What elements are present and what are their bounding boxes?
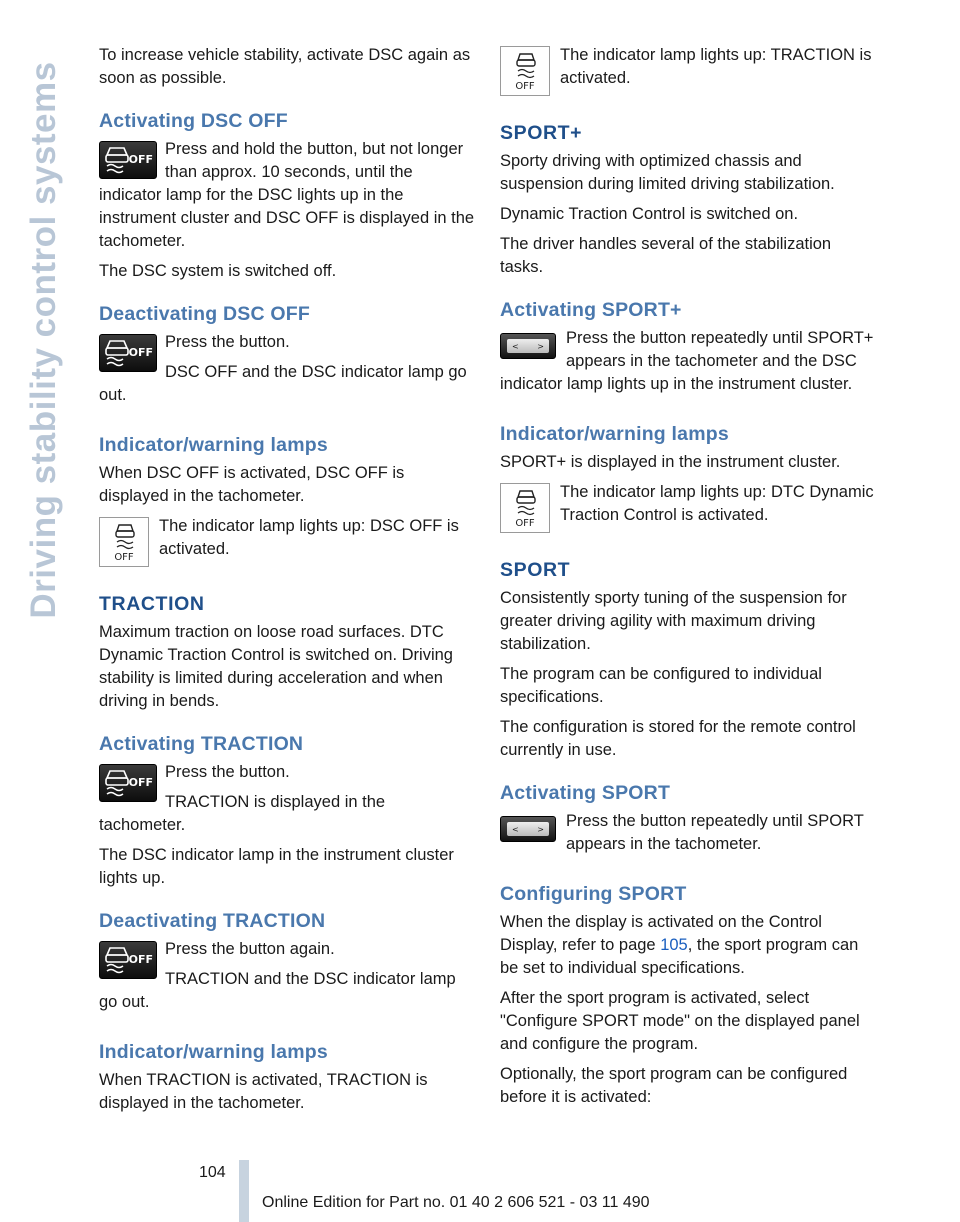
lamp-icon-label: OFF [114,552,134,563]
dsc-off-lamp-icon [99,517,149,567]
configuring-sport-text-after: , the sport program can be set to individual specifications. [500,936,859,977]
heading-indicator-lamps-1: Indicator/warning lamps [99,434,328,456]
activating-sport-block [500,810,876,863]
indicator-2-text: When TRACTION is activated, TRACTION is displayed in the tachometer. [99,1071,428,1112]
side-chapter-title-text: Driving stability control systems [24,61,63,619]
switch-right-arrow: > [537,824,544,834]
indicator-1-lamp-block [99,515,475,571]
page-number: 104 [199,1164,226,1181]
deactivating-dsc-off-text: Press the button. [165,333,290,351]
activating-dsc-off-text: Press and hold the button, but not longer than approx. 10 seconds, until the indicator lamp for the DSC lights up in the instrument cluster and DSC OFF is displayed in the tachometer. [99,140,475,250]
right-column [500,44,876,1116]
activating-sport-plus-text: Press the button repeatedly until SPORT+ appears in the tachometer and the DSC indicator lamp lights up in the instrument cluster. [500,329,874,393]
heading-sport: SPORT [500,559,571,581]
traction-lamp-text: The indicator lamp lights up: TRACTION is activated. [560,46,872,87]
dsc-button-icon [99,334,157,372]
activating-traction-block [99,761,475,844]
button-icon-label: OFF [128,953,153,966]
heading-activating-sport-plus: Activating SPORT+ [500,299,682,321]
switch-left-arrow: < [512,824,519,834]
deactivating-traction-text: Press the button again. [165,940,335,958]
sport-plus-text: Sporty driving with optimized chassis and suspension during limited driving stabilization. [500,152,835,193]
sport-plus-text3: The driver handles several of the stabilization tasks. [500,235,832,276]
left-column [99,44,475,1122]
intro-paragraph: To increase vehicle stability, activate DSC again as soon as possible. [99,46,471,87]
driving-dynamics-switch-icon [500,333,556,359]
sport-plus-text2: Dynamic Traction Control is switched on. [500,205,799,223]
switch-right-arrow: > [537,341,544,351]
activating-dsc-off-block [99,138,475,260]
deactivating-dsc-off-text2: DSC OFF and the DSC indicator lamp go out. [99,363,467,404]
dsc-switched-off-text: The DSC system is switched off. [99,262,337,280]
indicator-3-text: SPORT+ is displayed in the instrument cluster. [500,453,841,471]
page-reference-link[interactable]: 105 [660,936,688,954]
heading-activating-dsc-off: Activating DSC OFF [99,110,288,132]
indicator-3-lamp-text: The indicator lamp lights up: DTC Dynamic Traction Control is activated. [560,483,874,524]
switch-left-arrow: < [512,341,519,351]
heading-activating-traction: Activating TRACTION [99,733,304,755]
configuring-sport-text-before: When the display is activated on the Control Display, refer to page [500,913,822,954]
traction-text: Maximum traction on loose road surfaces. DTC Dynamic Traction Control is switched on. Driving stability is limited during acceleration and when driving in bends. [99,623,453,710]
configuring-sport-text [500,911,876,980]
button-icon-label: OFF [128,776,153,789]
activating-sport-text: Press the button repeatedly until SPORT appears in the tachometer. [566,812,864,853]
heading-deactivating-traction: Deactivating TRACTION [99,910,326,932]
deactivating-traction-text2: TRACTION and the DSC indicator lamp go out. [99,970,456,1011]
indicator-1-lamp-text: The indicator lamp lights up: DSC OFF is activated. [159,517,459,558]
traction-lamp-block [500,44,876,100]
lamp-icon-label: OFF [515,518,535,529]
skidding-car-lamp-icon [514,52,538,80]
button-icon-label: OFF [128,153,153,166]
configuring-sport-text2: After the sport program is activated, select "Configure SPORT mode" on the displayed panel and configure the program. [500,989,860,1053]
heading-activating-sport: Activating SPORT [500,782,671,804]
activating-traction-text3: The DSC indicator lamp in the instrument cluster lights up. [99,846,454,887]
dsc-button-icon [99,941,157,979]
heading-indicator-lamps-2: Indicator/warning lamps [99,1041,328,1063]
side-chapter-title [14,40,64,640]
heading-deactivating-dsc-off: Deactivating DSC OFF [99,303,310,325]
configuring-sport-text3: Optionally, the sport program can be configured before it is activated: [500,1065,848,1106]
edition-footer: Online Edition for Part no. 01 40 2 606 521 - 03 11 490 [262,1194,650,1211]
activating-sport-plus-block [500,327,876,403]
heading-indicator-lamps-3: Indicator/warning lamps [500,423,729,445]
driving-dynamics-switch-icon [500,816,556,842]
deactivating-traction-block [99,938,475,1021]
skidding-car-lamp-icon [514,489,538,517]
sport-text2: The program can be configured to individual specifications. [500,665,822,706]
indicator-1-text: When DSC OFF is activated, DSC OFF is displayed in the tachometer. [99,464,405,505]
sport-text3: The configuration is stored for the remote control currently in use. [500,718,856,759]
dsc-off-lamp-icon [500,46,550,96]
activating-traction-text2: TRACTION is displayed in the tachometer. [99,793,386,834]
footer-divider [239,1160,249,1222]
dsc-button-icon [99,764,157,802]
activating-traction-text: Press the button. [165,763,290,781]
heading-traction: TRACTION [99,593,205,615]
sport-text: Consistently sporty tuning of the suspension for greater driving agility with maximum driving stabilization. [500,589,847,653]
heading-configuring-sport: Configuring SPORT [500,883,687,905]
dsc-button-icon [99,141,157,179]
dsc-off-lamp-icon [500,483,550,533]
skidding-car-lamp-icon [113,523,137,551]
heading-sport-plus: SPORT+ [500,122,583,144]
button-icon-label: OFF [128,346,153,359]
deactivating-dsc-off-block [99,331,475,414]
lamp-icon-label: OFF [515,81,535,92]
indicator-3-lamp-block [500,481,876,537]
